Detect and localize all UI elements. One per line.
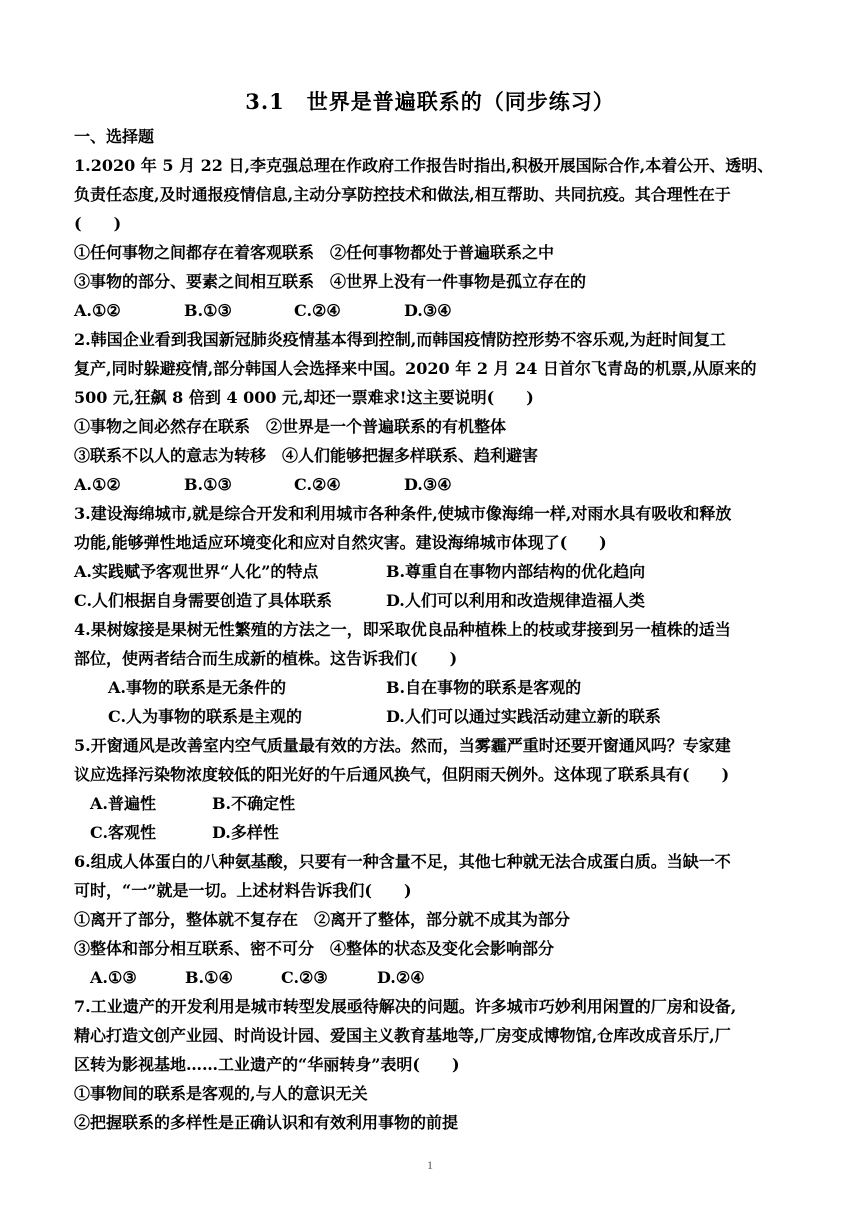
question-3-options-row-1 xyxy=(74,557,794,586)
question-1-line-3: ( ) xyxy=(74,214,122,233)
option-a: A.普遍性 xyxy=(90,794,156,813)
option-b: B.不确定性 xyxy=(212,794,296,813)
content xyxy=(74,122,794,1137)
option-a: A.事物的联系是无条件的 xyxy=(108,678,286,697)
question-2-line-1: 2.韩国企业看到我国新冠肺炎疫情基本得到控制,而韩国疫情防控形势不容乐观,为赶时间复工 xyxy=(74,330,726,349)
question-2-line-3: 500 元,狂飙 8 倍到 4 000 元,却还一票难求!这主要说明( ) xyxy=(74,388,534,407)
question-7-line-2: 精心打造文创产业园、时尚设计园、爱国主义教育基地等,厂房变成博物馆,仓库改成音乐厅,厂 xyxy=(74,1026,731,1045)
option-d: D.②④ xyxy=(377,968,425,987)
option-c: C.人们根据自身需要创造了具体联系 xyxy=(74,591,333,610)
question-6-statement-1: ①离开了部分，整体就不复存在 ②离开了整体，部分就不成其为部分 xyxy=(74,910,571,929)
question-1-line-2: 负责任态度,及时通报疫情信息,主动分享防控技术和做法,相互帮助、共同抗疫。其合理性在于 xyxy=(74,185,731,204)
question-6-line-1: 6.组成人体蛋白的八种氨基酸，只要有一种含量不足，其他七种就无法合成蛋白质。当缺一不 xyxy=(74,852,731,871)
question-7-statement-1: ①事物间的联系是客观的,与人的意识无关 xyxy=(74,1084,368,1103)
option-c: C.人为事物的联系是主观的 xyxy=(108,707,303,726)
question-4-line-2: 部位，使两者结合而生成新的植株。这告诉我们( ) xyxy=(74,649,458,668)
option-a: A.①③ xyxy=(90,968,137,987)
option-d: D.③④ xyxy=(404,301,452,320)
question-4-line-1: 4.果树嫁接是果树无性繁殖的方法之一，即采取优良品种植株上的枝或芽接到另一植株的适当 xyxy=(74,620,731,639)
question-7-line-1: 7.工业遗产的开发利用是城市转型发展亟待解决的问题。许多城市巧妙利用闲置的厂房和设备, xyxy=(74,997,737,1016)
question-7-statement-2: ②把握联系的多样性是正确认识和有效利用事物的前提 xyxy=(74,1113,459,1132)
question-4-options-row-1 xyxy=(74,673,794,702)
question-5-options-row-1 xyxy=(74,789,794,818)
option-a: A.①② xyxy=(74,301,121,320)
option-d: D.人们可以通过实践活动建立新的联系 xyxy=(386,707,661,726)
option-c: C.客观性 xyxy=(90,823,157,842)
option-c: C.②④ xyxy=(294,301,341,320)
question-4-options-row-2 xyxy=(74,702,794,731)
question-5-options-row-2 xyxy=(74,818,794,847)
option-d: D.人们可以利用和改造规律造福人类 xyxy=(386,591,645,610)
question-1-options xyxy=(74,296,794,325)
option-b: B.自在事物的联系是客观的 xyxy=(386,678,582,697)
option-c: C.②④ xyxy=(294,475,341,494)
question-2-statement-1: ①事物之间必然存在联系 ②世界是一个普遍联系的有机整体 xyxy=(74,417,507,436)
page-title: 3.1 世界是普遍联系的（同步练习） xyxy=(245,89,615,114)
section-heading: 一、选择题 xyxy=(74,127,155,146)
question-1-statement-2: ③事物的部分、要素之间相互联系 ④世界上没有一件事物是孤立存在的 xyxy=(74,272,587,291)
question-5-line-1: 5.开窗通风是改善室内空气质量最有效的方法。然而，当雾霾严重时还要开窗通风吗？专家建 xyxy=(74,736,731,755)
question-1-statement-1: ①任何事物之间都存在着客观联系 ②任何事物都处于普遍联系之中 xyxy=(74,243,555,262)
option-b: B.①③ xyxy=(184,301,232,320)
option-b: B.①③ xyxy=(184,475,232,494)
option-d: D.多样性 xyxy=(212,823,279,842)
question-6-line-2: 可时，“一”就是一切。上述材料告诉我们( ) xyxy=(74,881,412,900)
page-number: 1 xyxy=(427,1158,433,1172)
question-2-line-2: 复产,同时躲避疫情,部分韩国人会选择来中国。2020 年 2 月 24 日首尔飞青岛的机票,从原来的 xyxy=(74,359,757,378)
question-3-line-2: 功能,能够弹性地适应环境变化和应对自然灾害。建设海绵城市体现了( ) xyxy=(74,533,607,552)
option-c: C.②③ xyxy=(281,968,328,987)
question-2-statement-2: ③联系不以人的意志为转移 ④人们能够把握多样联系、趋利避害 xyxy=(74,446,539,465)
question-6-options xyxy=(74,963,794,992)
question-2-options xyxy=(74,470,794,499)
question-5-line-2: 议应选择污染物浓度较低的阳光好的午后通风换气，但阴雨天例外。这体现了联系具有( ) xyxy=(74,765,730,784)
option-d: D.③④ xyxy=(404,475,452,494)
question-3-options-row-2 xyxy=(74,586,794,615)
option-b: B.①④ xyxy=(185,968,233,987)
option-a: A.实践赋予客观世界“人化”的特点 xyxy=(74,562,319,581)
question-3-line-1: 3.建设海绵城市,就是综合开发和利用城市各种条件,使城市像海绵一样,对雨水具有吸收和释放 xyxy=(74,504,732,523)
option-a: A.①② xyxy=(74,475,121,494)
option-b: B.尊重自在事物内部结构的优化趋向 xyxy=(386,562,646,581)
question-1-line-1: 1.2020 年 5 月 22 日,李克强总理在作政府工作报告时指出,积极开展国际合作,本着公开、透明、 xyxy=(74,156,774,175)
question-6-statement-2: ③整体和部分相互联系、密不可分 ④整体的状态及变化会影响部分 xyxy=(74,939,555,958)
question-7-line-3: 区转为影视基地……工业遗产的“华丽转身”表明( ) xyxy=(74,1055,460,1074)
